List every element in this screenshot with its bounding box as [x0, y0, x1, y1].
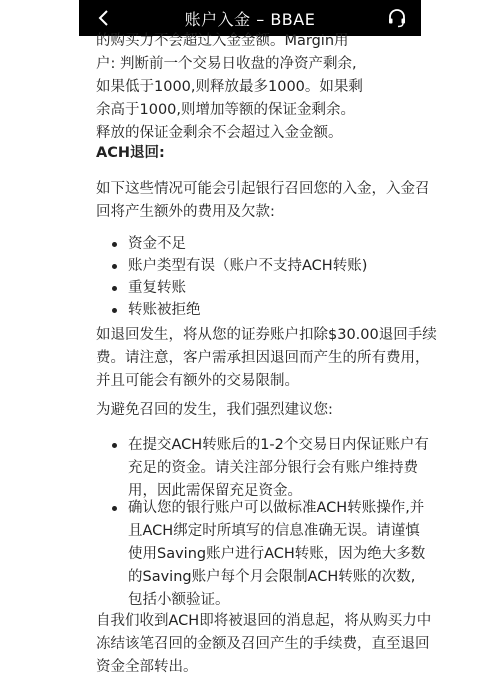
- ach-section-title: ACH退回:: [96, 145, 165, 161]
- fee-paragraph: [96, 324, 437, 393]
- advice-intro: 为避免召回的发生，我们强烈建议您:: [96, 402, 333, 418]
- text-line: 余高于1000,则增加等额的保证金剩余。: [96, 102, 356, 118]
- closing-paragraph: [96, 610, 432, 679]
- text-line: 冻结该笔召回的金额及召回产生的手续费，直至退回: [96, 636, 430, 652]
- text-line: 如下这些情况可能会引起银行召回您的入金，入金召: [96, 181, 430, 197]
- text-line: 如果低于1000,则释放最多1000。如果剩: [96, 79, 363, 95]
- margin-intro-paragraph: [96, 30, 416, 145]
- text-line: 户: 判断前一个交易日收盘的净资产剩余,: [96, 56, 357, 72]
- text-line: 资金全部转出。: [96, 659, 198, 675]
- chevron-left-icon[interactable]: [93, 7, 115, 29]
- text-line: 的Saving账户每个月会限制ACH转账的次数,: [128, 569, 416, 585]
- text-line: 充足的资金。请关注部分银行会有账户维持费: [128, 460, 418, 476]
- text-line: 包括小额验证。: [128, 592, 230, 608]
- bullet-dot: [112, 264, 117, 269]
- bullet-dot: [112, 286, 117, 291]
- text-line: 在提交ACH转账后的1-2个交易日内保证账户有: [128, 437, 429, 453]
- bullet-dot: [112, 308, 117, 313]
- ach-description: [96, 178, 430, 224]
- text-line: 且ACH绑定时所填写的信息准确无误。请谨慎: [128, 523, 420, 539]
- text-line: 自我们收到ACH即将被退回的消息起，将从购买力中: [96, 613, 432, 629]
- text-line: 释放的保证金剩余不会超过入金金额。: [96, 125, 343, 141]
- text-line: 回将产生额外的费用及欠款:: [96, 204, 275, 220]
- text-line: 的购买力不会超过入金金额。Margin用: [96, 33, 349, 49]
- bullet-dot: [112, 443, 117, 448]
- headset-icon[interactable]: [387, 8, 407, 28]
- text-line: 如退回发生，将从您的证券账户扣除$30.00退回手续: [96, 327, 437, 343]
- bullet-dot: [112, 506, 117, 511]
- page-title: 账户入金 – BBAE: [184, 9, 316, 29]
- bullet-dot: [112, 242, 117, 247]
- text-line: 用，因此需保留充足资金。: [128, 483, 302, 499]
- text-line: 并且可能会有额外的交易限制。: [96, 373, 299, 389]
- text-line: 确认您的银行账户可以做标准ACH转账操作,并: [128, 500, 425, 516]
- text-line: 使用Saving账户进行ACH转账，因为绝大多数: [128, 546, 426, 562]
- text-line: 费。请注意，客户需承担因退回而产生的所有费用，: [96, 350, 430, 366]
